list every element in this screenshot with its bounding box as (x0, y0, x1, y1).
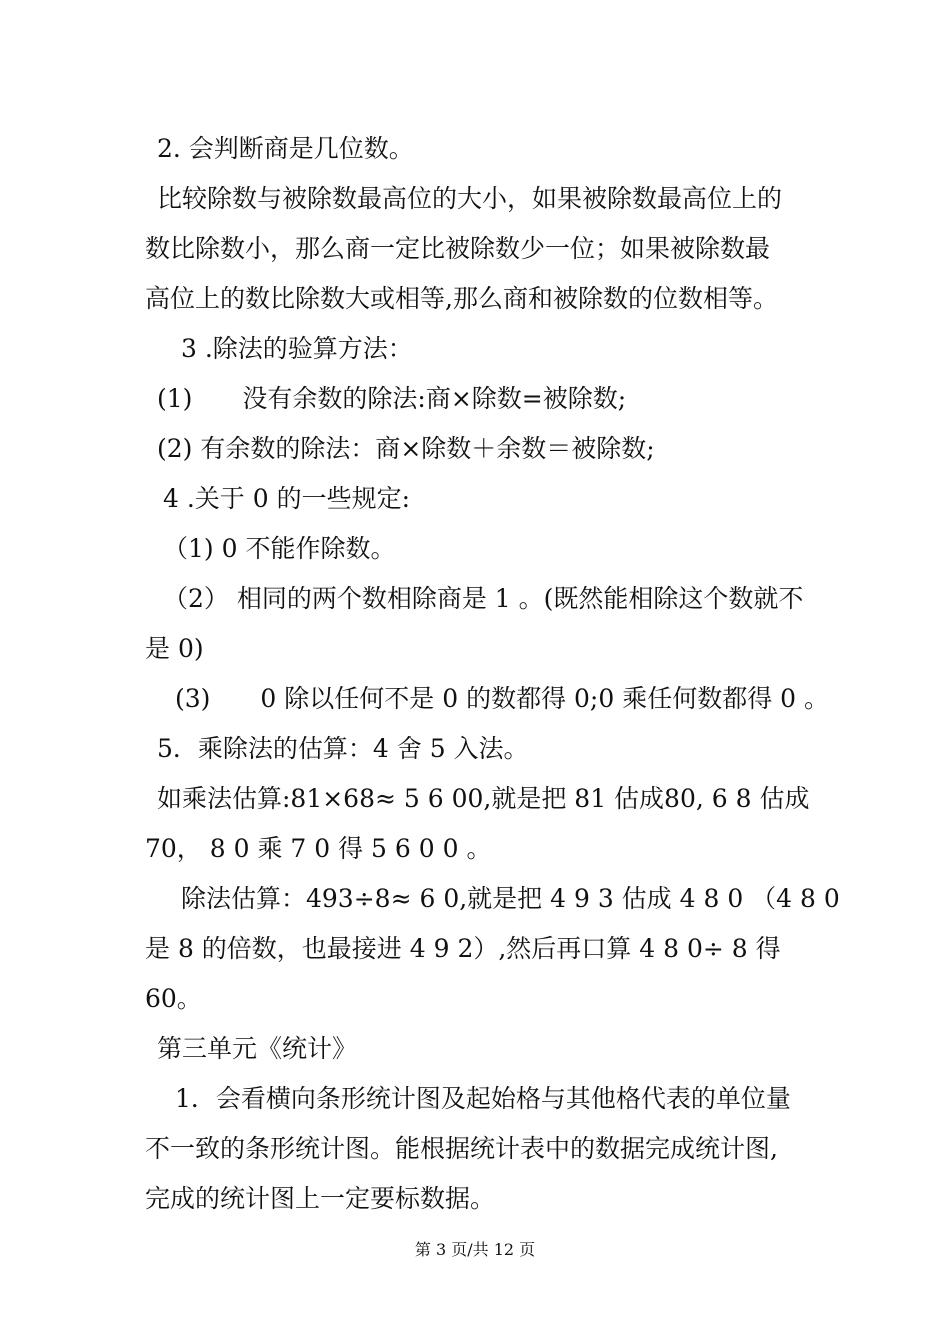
text-line: 是 8 的倍数，也最接进 4 9 2）,然后再口算 4 8 0÷ 8 得 (145, 934, 781, 963)
text-line: 数比除数小，那么商一定比被除数少一位；如果被除数最 (145, 234, 771, 263)
text-line: 不一致的条形统计图。能根据统计表中的数据完成统计图, (145, 1134, 778, 1163)
text-line: 5．乘除法的估算：4 舍 5 入法。 (157, 734, 529, 763)
text-line: （2） 相同的两个数相除商是 1 。(既然能相除这个数就不 (163, 584, 804, 613)
text-line: (2) 有余数的除法：商×除数＋余数＝被除数; (157, 434, 655, 463)
section-heading: 第三单元《统计》 (157, 1034, 358, 1063)
text-line: 完成的统计图上一定要标数据。 (145, 1184, 496, 1213)
text-line: 2. 会判断商是几位数。 (157, 134, 414, 163)
text-line: 60。 (145, 984, 202, 1013)
text-line: 4 .关于 0 的一些规定: (163, 484, 411, 513)
text-line: 高位上的数比除数大或相等,那么商和被除数的位数相等。 (145, 284, 778, 313)
page-number-footer: 第 3 页/共 12 页 (414, 1240, 536, 1259)
text-line: （1) 0 不能作除数。 (163, 534, 396, 563)
text-line: 除法估算：493÷8≈ 6 0,就是把 4 9 3 估成 4 8 0 （4 8 0 (181, 884, 840, 913)
text-line: 70， 8 0 乘 7 0 得 5 6 0 0 。 (145, 834, 492, 863)
text-line: 3 .除法的验算方法： (181, 334, 413, 363)
text-line: 是 0) (145, 634, 204, 663)
text-line: 比较除数与被除数最高位的大小，如果被除数最高位上的 (157, 184, 783, 213)
text-line: (1) 没有余数的除法:商×除数=被除数; (157, 384, 627, 413)
text-line: 1．会看横向条形统计图及起始格与其他格代表的单位量 (175, 1084, 791, 1113)
text-line: 如乘法估算:81×68≈ 5 6 00,就是把 81 估成80, 6 8 估成 (157, 784, 810, 813)
text-line: (3) 0 除以任何不是 0 的数都得 0;0 乘任何数都得 0 。 (175, 684, 829, 713)
